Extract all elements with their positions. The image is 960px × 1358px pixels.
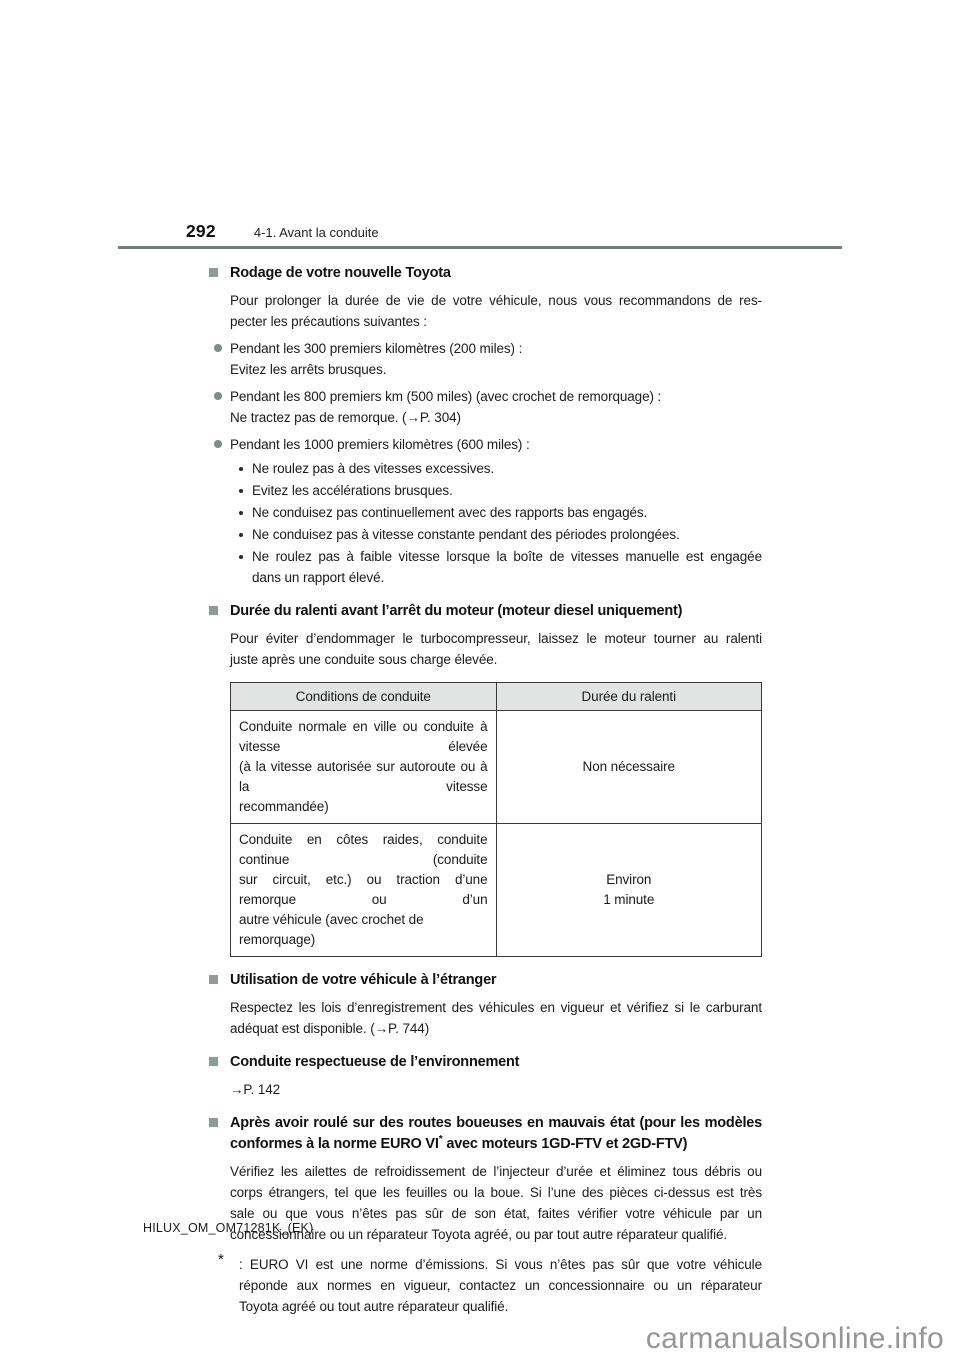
section-heading-line — [230, 1134, 762, 1155]
intro-paragraph — [230, 628, 762, 670]
section-heading-euro — [230, 1113, 762, 1155]
watermark: carmanualsonline.info — [645, 1322, 944, 1355]
paragraph-line: concessionnaire ou un réparateur Toyota agréé, ou par tout autre réparateur qualifié. — [230, 1227, 728, 1242]
page-number: 292 — [186, 221, 216, 241]
section-heading-line: Après avoir roulé sur des routes boueuses en mauvais état (pour les modèles — [230, 1115, 762, 1131]
sub-list-item — [252, 502, 762, 523]
paragraph-line: sale ou que vous n’êtes pas sûr de son état, faites vérifier votre véhicule par un — [230, 1206, 762, 1221]
table-cell-line: recommandée) — [239, 799, 329, 814]
paragraph-line: Vérifiez les ailettes de refroidissement de l’injecteur d’urée et éliminez tous débris ou — [230, 1164, 762, 1179]
table-cell-line: 1 minute — [603, 892, 655, 907]
paragraph-line: pecter les précautions suivantes : — [230, 314, 427, 329]
page-header — [0, 0, 960, 242]
footnote — [218, 1251, 762, 1317]
condition-cell — [231, 824, 497, 957]
sub-item-line: Ne roulez pas à des vitesses excessives. — [252, 461, 495, 476]
sub-list-item — [252, 480, 762, 501]
paragraph-line: Respectez les lois d’enregistrement des véhicules en vigueur et vérifiez si le carburant — [230, 1000, 762, 1015]
table-cell-line: Conduite normale en ville ou conduite à vitesse élevée — [239, 719, 488, 754]
dot-bullet-icon — [239, 467, 243, 471]
square-bullet-icon — [209, 268, 218, 277]
paragraph-line: Pour prolonger la durée de vie de votre véhicule, nous vous recommandons de res- — [230, 293, 762, 308]
paragraph-line: corps étrangers, tel que les feuilles ou la boue. Si l’une des pièces ci-dessus est très — [230, 1185, 762, 1200]
sub-item-line: Ne conduisez pas continuellement avec des rapports bas engagés. — [252, 505, 648, 520]
table-cell-line: autre véhicule (avec crochet de remorquage) — [239, 912, 424, 947]
circle-bullet-icon — [214, 344, 222, 352]
sub-item-line: Evitez les accélérations brusques. — [252, 483, 453, 498]
table-header-cell-conditions: Conditions de conduite — [231, 683, 497, 711]
list-item-line: Pendant les 1000 premiers kilomètres (600 miles) : — [230, 437, 530, 452]
list-item-line: Pendant les 800 premiers km (500 miles) (avec crochet de remorquage) : — [230, 389, 662, 404]
heading-text-post: avec moteurs 1GD-FTV et 2GD-FTV) — [442, 1136, 688, 1152]
square-bullet-icon — [209, 606, 218, 615]
square-bullet-icon — [209, 975, 218, 984]
sub-list-item — [252, 458, 762, 479]
section-heading-ralenti — [230, 601, 762, 622]
sub-item-line: Ne roulez pas à faible vitesse lorsque la boîte de vitesses manuelle est engagée — [252, 549, 762, 564]
page-reference: →P. 142 — [230, 1082, 281, 1097]
asterisk-superscript: * — [438, 1134, 443, 1146]
duration-cell — [496, 711, 762, 824]
section-rodage — [230, 263, 762, 588]
dot-bullet-icon — [239, 555, 243, 559]
paragraph-line: Pour éviter d’endommager le turbocompresseur, laissez le moteur tourner au ralenti — [230, 631, 762, 646]
table-header-row — [231, 683, 762, 711]
list-item — [230, 434, 762, 588]
table-row — [231, 824, 762, 957]
sub-list-item — [252, 546, 762, 588]
condition-cell — [231, 711, 497, 824]
section-heading-text: Conduite respectueuse de l’environnement — [230, 1054, 520, 1070]
intro-paragraph — [230, 290, 762, 332]
dot-bullet-icon — [239, 511, 243, 515]
sub-list-item — [252, 524, 762, 545]
section-heading-environnement — [230, 1052, 762, 1073]
dot-bullet-icon — [239, 489, 243, 493]
section-heading-text: Rodage de votre nouvelle Toyota — [230, 265, 451, 281]
list-item-line: Evitez les arrêts brusques. — [230, 362, 387, 377]
square-bullet-icon — [209, 1057, 218, 1066]
table-cell-line: (à la vitesse autorisée sur autoroute ou à la vitesse — [239, 759, 488, 794]
circle-bullet-icon — [214, 440, 222, 448]
list-item — [230, 386, 762, 428]
sub-item-line: Ne conduisez pas à vitesse constante pendant des périodes prolongées. — [252, 527, 680, 542]
section-environnement — [230, 1052, 762, 1100]
section-heading-text: Utilisation de votre véhicule à l’étranger — [230, 972, 497, 988]
dot-bullet-icon — [239, 533, 243, 537]
paragraph-line: juste après une conduite sous charge élevée. — [230, 652, 498, 667]
footnote-marker: * — [218, 1251, 224, 1268]
section-ralenti — [230, 601, 762, 957]
list-item-line: Ne tractez pas de remorque. (→P. 304) — [230, 410, 461, 425]
section-heading-etranger — [230, 970, 762, 991]
table-cell-line: Environ — [606, 872, 652, 887]
paragraph-line: adéquat est disponible. (→P. 744) — [230, 1021, 430, 1036]
footnote-line: Toyota agréé ou tout autre réparateur qualifié. — [239, 1299, 509, 1314]
section-etranger — [230, 970, 762, 1039]
sub-bullet-list — [252, 458, 762, 588]
chapter-title: 4-1. Avant la conduite — [253, 225, 379, 240]
table-cell-line: sur circuit, etc.) ou traction d’une remorque ou d’un — [239, 872, 488, 907]
idle-duration-table — [230, 682, 762, 957]
duration-cell — [496, 824, 762, 957]
circle-bullet-icon — [214, 392, 222, 400]
heading-text-pre: conformes à la norme EURO VI — [230, 1136, 439, 1152]
table-cell-line: Conduite en côtes raides, conduite continue (conduite — [239, 832, 488, 867]
body-paragraph — [230, 997, 762, 1039]
footnote-line: : EURO VI est une norme d’émissions. Si vous n’êtes pas sûr que votre véhicule — [239, 1257, 762, 1272]
footnote-line: réponde aux normes en vigueur, contactez un concessionnaire ou un réparateur — [239, 1278, 762, 1293]
document-code: HILUX_OM_OM71281K_(EK) — [143, 1221, 314, 1235]
section-heading-text: Durée du ralenti avant l’arrêt du moteur (moteur diesel uniquement) — [230, 603, 683, 619]
body-paragraph — [230, 1079, 762, 1100]
table-cell-line: Non nécessaire — [582, 759, 675, 774]
table-header-cell-duration: Durée du ralenti — [496, 683, 762, 711]
square-bullet-icon — [209, 1118, 218, 1127]
table-row — [231, 711, 762, 824]
section-heading-rodage — [230, 263, 762, 284]
list-item — [230, 338, 762, 380]
sub-item-line: dans un rapport élevé. — [252, 570, 385, 585]
list-item-line: Pendant les 300 premiers kilomètres (200 miles) : — [230, 341, 523, 356]
